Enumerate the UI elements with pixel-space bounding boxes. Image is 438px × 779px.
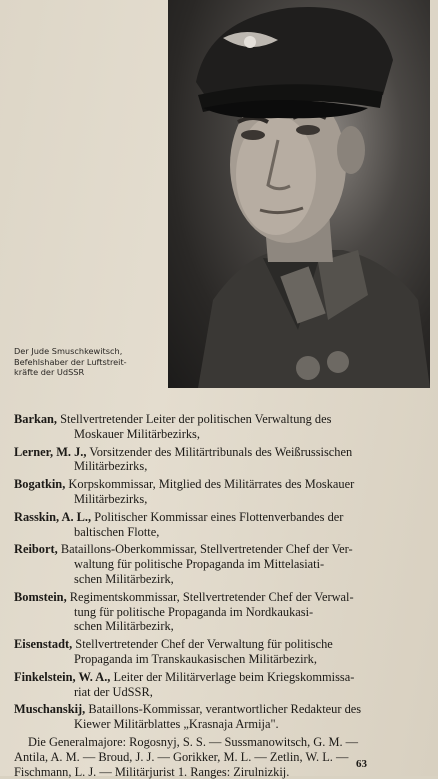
entry-continuation: Moskauer Militärbezirks,: [74, 426, 200, 441]
portrait-photo: [168, 0, 430, 388]
entry-text: Leiter der Militärverlage beim Kriegskommissa-: [113, 669, 355, 684]
list-item: [14, 670, 430, 700]
officer-name: Lerner, M. J.,: [14, 444, 87, 459]
officer-name: Barkan,: [14, 412, 58, 426]
officer-name: Rasskin, A. L.,: [14, 509, 92, 524]
entry-text: Korpskommissar, Mitglied des Militärrates des Moskauer: [68, 477, 355, 492]
caption-line: Der Jude Smuschkewitsch,: [14, 346, 123, 356]
caption-line: kräfte der UdSSR: [14, 367, 85, 377]
officer-name: Eisenstadt,: [14, 637, 73, 652]
officer-name: Bomstein,: [14, 589, 67, 604]
list-item: [14, 477, 430, 507]
list-item: [14, 445, 430, 475]
entry-continuation: waltung für politische Propaganda im Mittelasiati-: [74, 557, 325, 572]
entry-continuation: riat der UdSSR,: [74, 684, 153, 699]
list-item: [14, 542, 430, 586]
page-number: 63: [356, 758, 367, 770]
entry-text: Regimentskommissar, Stellvertretender Chef der Verwal-: [69, 589, 354, 604]
officer-name: Reibort,: [14, 542, 58, 557]
entry-text: Stellvertretender Chef der Verwaltung für politische: [75, 637, 333, 652]
officer-name: Bogatkin,: [14, 477, 66, 492]
entry-continuation: Militärbezirks,: [74, 459, 148, 474]
list-item: [14, 702, 430, 732]
caption-line: Befehlshaber der Luftstreit-: [14, 356, 127, 367]
entry-continuation: Propaganda im Transkaukasischen Militärbezirk,: [74, 651, 317, 666]
entry-continuation: Militärbezirks,: [74, 491, 148, 506]
entry-text: Bataillons-Kommissar, verantwortlicher Redakteur des: [88, 702, 362, 717]
officer-name: Finkelstein, W. A.,: [14, 669, 111, 684]
entry-continuation: schen Militärbezirk,: [74, 619, 174, 634]
officer-name: Muschanskij,: [14, 702, 86, 717]
generals-line: Antila, A. M. — Broud, J. J. — Gorikker, M. L. — Zetlin, W. L. —: [14, 749, 349, 764]
entry-continuation: schen Militärbezirk,: [74, 571, 174, 586]
list-item: [14, 590, 430, 634]
entry-continuation: baltischen Flotte,: [74, 524, 160, 539]
generals-paragraph: [14, 735, 430, 779]
entry-text: Bataillons-Oberkommissar, Stellvertretender Chef der Ver-: [60, 542, 353, 557]
generals-line: Die Generalmajore: Rogosnyj, S. S. — Sussmanowitsch, G. M. —: [28, 734, 359, 749]
list-item: [14, 637, 430, 667]
entry-text: Vorsitzender des Militärtribunals des Weißrussischen: [89, 444, 353, 459]
photo-caption: [14, 346, 166, 378]
entry-text: Stellvertretender Leiter der politischen Verwaltung des: [60, 412, 332, 426]
generals-line: Fischmann, L. J. — Militärjurist 1. Ranges: Zirulnizkij.: [14, 764, 290, 779]
entry-continuation: tung für politische Propaganda im Nordkaukasi-: [74, 604, 314, 619]
entry-continuation: Kiewer Militärblattes „Krasnaja Armija".: [74, 717, 279, 732]
officer-list: [14, 412, 430, 779]
entry-text: Politischer Kommissar eines Flottenverbandes der: [94, 509, 344, 524]
list-item: [14, 412, 430, 442]
list-item: [14, 510, 430, 540]
